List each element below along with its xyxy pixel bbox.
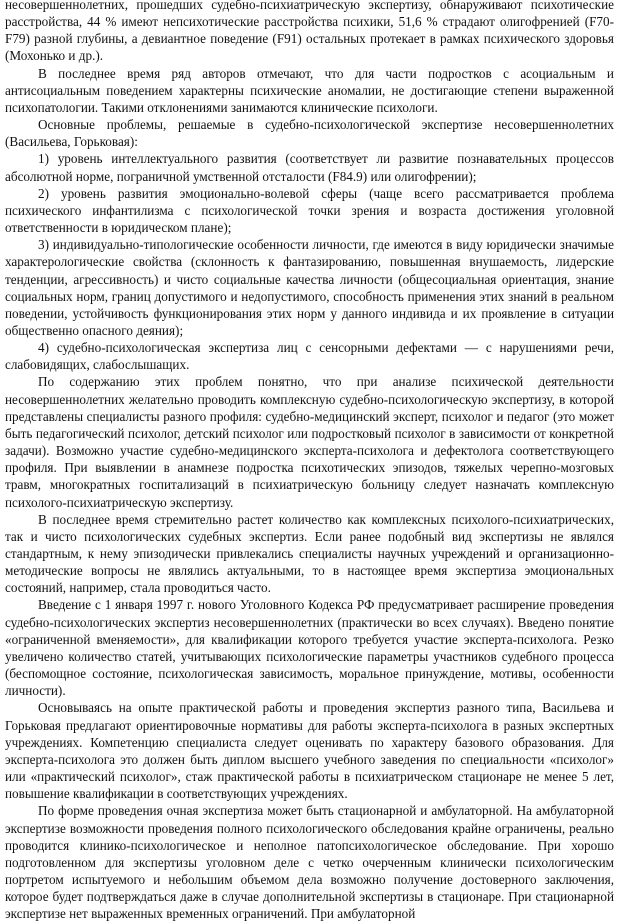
list-item-intellect: 1) уровень интеллектуального развития (соответствует ли развитие познавательных процессов абсолютной норме, пограничной умственной отсталости (F84.9) или олигофрении); [5, 151, 614, 184]
list-item-personality: 3) индивидуально-типологические особенности личности, где имеются в виду юридически значимые характерологические свойства (склонность к фантазированию, повышенная внушаемость, лидерские тенденции, агрессивность) и чисто социальные качества личности (общесоциальная ориентация, знание социальных норм, границ допустимого и недопустимого, способность применения этих знаний в реальном поведении, устойчивость функционирования этих норм у данного индивида и их проявление в ситуации общественно опасного деяния); [5, 237, 614, 338]
list-item-sensory: 4) судебно-психологическая экспертиза лиц с сенсорными дефектами — с нарушениями речи, слабовидящих, слабослышащих. [5, 340, 614, 373]
paragraph-growth: В последнее время стремительно растет количество как комплексных психолого-психиатрических, так и чисто психологических судебных экспертиз. Если ранее подобный вид экспертизы не являлся стандартным, к нему эпизодически привлекались специалисты научных учреждений и организационно-методические вопросы не являлись актуальными, то в настоящее время экспертиза эмоциональных состояний, например, стала проводиться часто. [5, 511, 614, 596]
paragraph-main-problems: Основные проблемы, решаемые в судебно-психологической экспертизе несовершеннолетних (Васильева, Горьковая): [5, 117, 614, 150]
paragraph-abnormalities: В последнее время ряд авторов отмечают, что для части подростков с асоциальным и антисоциальным поведением характерны психические аномалии, не достигающие степени выраженной психопатологии. Такими отклонениями занимаются клинические психологи. [5, 65, 614, 115]
paragraph-norms: Основываясь на опыте практической работы и проведения экспертиз разного типа, Васильева и Горьковая предлагают ориентировочные нормативы для работы эксперта-психолога в разных экспертных учреждениях. Компетенцию специалиста следует оценивать по характеру базового образования. Для эксперта-психолога это должен быть диплом высшего учебного заведения по специальности «психолог» или «практический психолог», стаж практической работы в психиатрическом стационаре не менее 5 лет, повышение квалификации в соответствующих учреждениях. [5, 700, 614, 802]
list-item-emotional: 2) уровень развития эмоционально-волевой сферы (чаще всего рассматривается проблема психического инфантилизма с психологической точки зрения и возраста достижения уголовной ответственности в юридическом плане); [5, 185, 614, 236]
paragraph-criminal-code: Введение с 1 января 1997 г. нового Уголовного Кодекса РФ предусматривает расширение проведения судебно-психологических экспертиз несовершеннолетних (практически во всех случаях). Введено понятие «ограниченной вменяемости», для квалификации которого требуется участие эксперта-психолога. Резко увеличено количество статей, учитывающих психологические параметры участников судебного процесса (беспомощное состояние, психологическая зависимость, моральное принуждение, мотивы, особенности личности). [5, 597, 614, 699]
paragraph-complex-expertise: По содержанию этих проблем понятно, что при анализе психической деятельности несовершеннолетних желательно проводить комплексную судебно-психологическую экспертизу, в которой представлены специалисты разного профиля: судебно-медицинский эксперт, психолог и педагог (это может быть педагогический психолог, детский психолог или подростковый психолог в зависимости от конкретной задачи). Возможно участие судебно-медицинского эксперта-психолога и дефектолога соответствующего профиля. При выявлении в анамнезе подростка психотических эпизодов, тяжелых черепно-мозговых травм, многократных госпитализаций в психиатрическую больницу следует назначать комплексную психолого-психиатрическую экспертизу. [5, 374, 614, 510]
paragraph-forms: По форме проведения очная экспертиза может быть стационарной и амбулаторной. На амбулаторной экспертизе возможности проведения полного психологического обследования крайне ограничены, реально проводится клинико-психологическое и неполное патопсихологическое обследование. При хорошо подготовленном для экспертизы уголовном деле с четко очерченным клинически психологическим портретом испытуемого и небольшим объемом дела возможно получение достоверного заключения, которое будет подтверждаться даже в случае дополнительной экспертизы в стационаре. При стационарной экспертизе нет выраженных временных ограничений. При амбулаторной [5, 803, 614, 922]
paragraph-continuation: несовершеннолетних, прошедших судебно-психиатрическую экспертизу, обнаруживают психотические расстройства, 44 % имеют непсихотические расстройства психики, 51,6 % страдают олигофренией (F70-F79) разной глубины, а девиантное поведение (F91) остальных протекает в рамках психического здоровья (Мохонько и др.). [5, 0, 614, 64]
